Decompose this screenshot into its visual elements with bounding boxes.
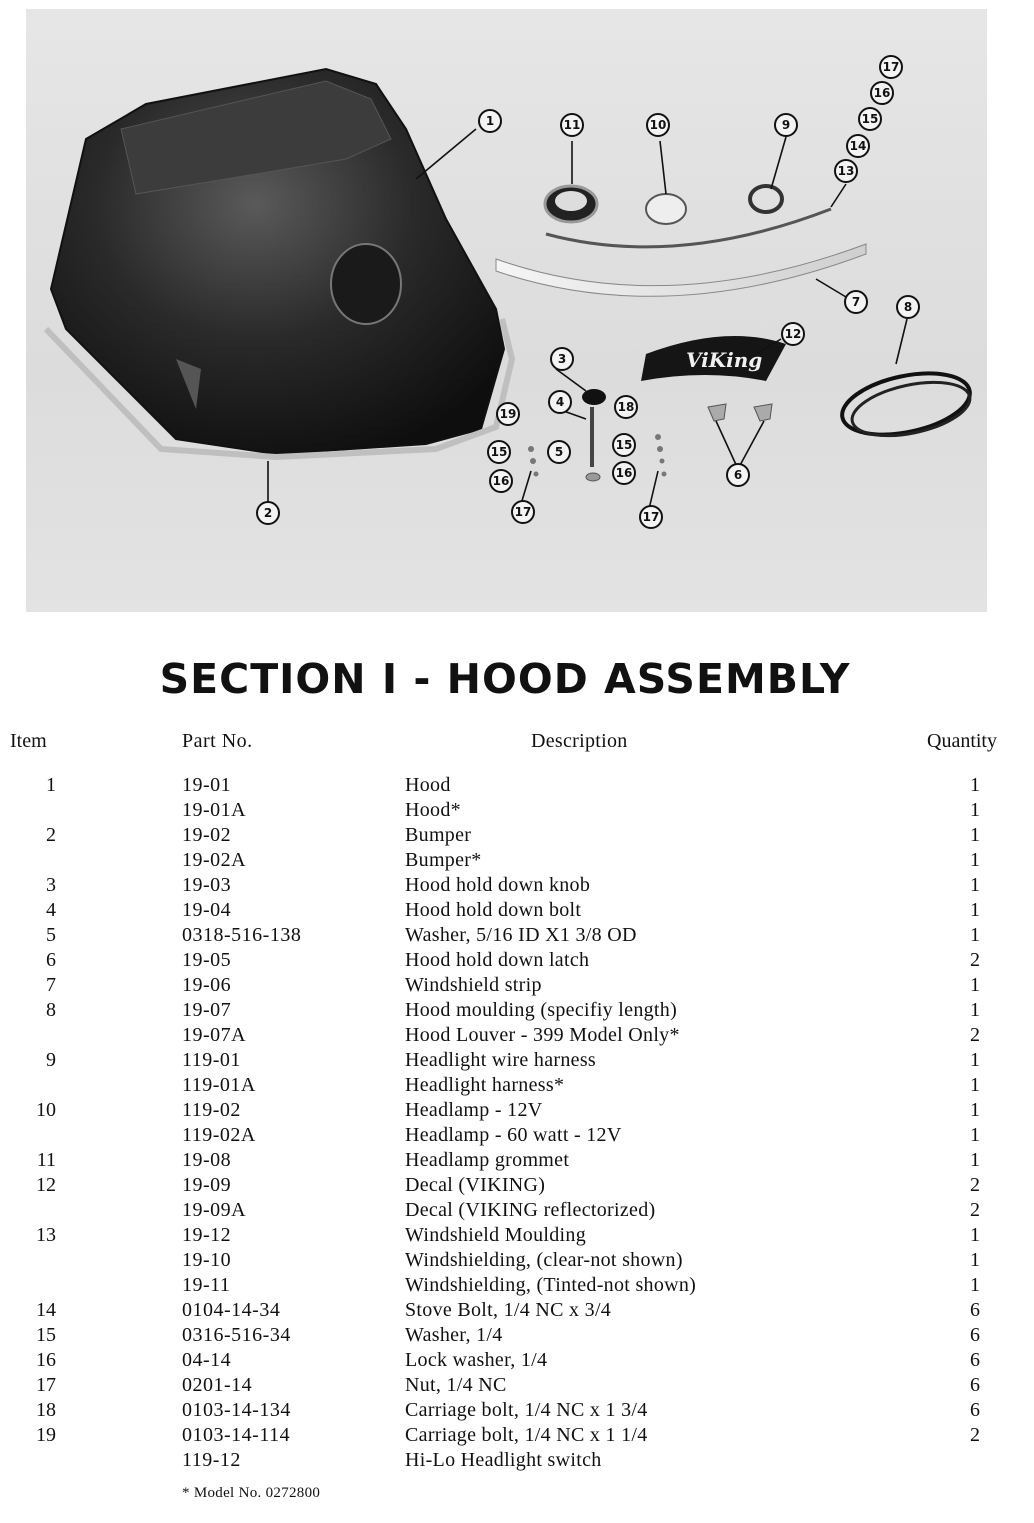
- callout-16-left: [490, 470, 512, 492]
- row-part-no: 0316-516-34: [182, 1324, 291, 1346]
- table-row: [0, 898, 1034, 923]
- table-body: [0, 773, 1034, 1473]
- bolt-part: [590, 407, 594, 467]
- row-description: Headlamp - 12V: [405, 1099, 543, 1121]
- row-description: Headlamp grommet: [405, 1149, 570, 1171]
- table-row: [0, 948, 1034, 973]
- row-quantity: 2: [970, 1199, 980, 1221]
- headlamp-part: [646, 194, 686, 224]
- row-part-no: 19-09A: [182, 1199, 247, 1221]
- row-description: Hood*: [405, 799, 461, 821]
- svg-text:4: 4: [555, 395, 565, 409]
- row-quantity: 1: [970, 1224, 980, 1246]
- svg-text:14: 14: [849, 139, 867, 153]
- table-row: [0, 973, 1034, 998]
- row-part-no: 119-01A: [182, 1074, 256, 1096]
- row-part-no: 19-07A: [182, 1024, 247, 1046]
- row-part-no: 19-08: [182, 1149, 232, 1171]
- row-description: Windshielding, (clear-not shown): [405, 1249, 683, 1271]
- parts-table: [0, 728, 1034, 1473]
- svg-text:15: 15: [490, 445, 508, 459]
- svg-text:10: 10: [649, 118, 667, 132]
- callout-2: [257, 502, 279, 524]
- row-description: Windshield strip: [405, 974, 542, 996]
- row-quantity: 1: [970, 774, 980, 796]
- row-item: 5: [46, 924, 56, 946]
- row-quantity: 6: [970, 1374, 980, 1396]
- table-header: [0, 728, 1034, 773]
- row-description: Windshielding, (Tinted-not shown): [405, 1274, 697, 1296]
- row-quantity: 2: [970, 949, 980, 971]
- callout-13: [835, 160, 857, 182]
- callout-14: [847, 135, 869, 157]
- row-quantity: 1: [970, 874, 980, 896]
- row-part-no: 119-02A: [182, 1124, 256, 1146]
- exploded-view-photo: [26, 9, 987, 612]
- svg-text:5: 5: [554, 445, 564, 459]
- table-row: [0, 1398, 1034, 1423]
- row-quantity: 1: [970, 1074, 980, 1096]
- svg-text:16: 16: [615, 466, 633, 480]
- svg-text:8: 8: [903, 300, 913, 314]
- row-quantity: 1: [970, 849, 980, 871]
- row-description: Hood hold down latch: [405, 949, 590, 971]
- latch-part-right: [754, 404, 772, 421]
- table-row: [0, 823, 1034, 848]
- callout-4: [549, 391, 571, 413]
- latch-part-left: [708, 404, 726, 421]
- row-item: 15: [36, 1324, 56, 1346]
- row-part-no: 19-01A: [182, 799, 247, 821]
- row-item: 11: [36, 1149, 56, 1171]
- table-row: [0, 1448, 1034, 1473]
- row-part-no: 119-01: [182, 1049, 241, 1071]
- row-quantity: 6: [970, 1324, 980, 1346]
- table-row: [0, 1048, 1034, 1073]
- harness-part: [750, 186, 782, 212]
- row-quantity: 2: [970, 1424, 980, 1446]
- exploded-view-drawing: [26, 9, 987, 612]
- table-row: [0, 848, 1034, 873]
- hood-moulding-coil: [837, 363, 976, 445]
- row-quantity: 1: [970, 1049, 980, 1071]
- row-part-no: 19-09: [182, 1174, 232, 1196]
- row-part-no: 04-14: [182, 1349, 232, 1371]
- row-description: Washer, 1/4: [405, 1324, 503, 1346]
- row-part-no: 19-06: [182, 974, 232, 996]
- row-part-no: 19-02: [182, 824, 232, 846]
- callout-11: [561, 114, 583, 136]
- table-row: [0, 773, 1034, 798]
- section-title: SECTION I - HOOD ASSEMBLY: [159, 655, 851, 703]
- row-quantity: 6: [970, 1399, 980, 1421]
- row-item: 8: [46, 999, 56, 1021]
- row-item: 6: [46, 949, 56, 971]
- row-quantity: 1: [970, 1099, 980, 1121]
- table-row: [0, 1173, 1034, 1198]
- table-row: [0, 1273, 1034, 1298]
- callout-8: [897, 296, 919, 318]
- row-description: Bumper*: [405, 849, 482, 871]
- header-part-no: Part No.: [182, 730, 253, 752]
- row-description: Hi-Lo Headlight switch: [405, 1449, 602, 1471]
- svg-text:2: 2: [263, 506, 273, 520]
- row-part-no: 19-04: [182, 899, 232, 921]
- callout-18: [615, 396, 637, 418]
- callout-15: [859, 108, 881, 130]
- row-part-no: 119-12: [182, 1449, 241, 1471]
- callout-6: [727, 464, 749, 486]
- svg-text:1: 1: [485, 114, 495, 128]
- row-item: 18: [36, 1399, 56, 1421]
- row-description: Hood hold down bolt: [405, 899, 582, 921]
- svg-text:13: 13: [837, 164, 855, 178]
- table-row: [0, 798, 1034, 823]
- svg-text:16: 16: [492, 474, 510, 488]
- row-quantity: 2: [970, 1024, 980, 1046]
- row-description: Carriage bolt, 1/4 NC x 1 1/4: [405, 1424, 648, 1446]
- row-part-no: 19-12: [182, 1224, 232, 1246]
- row-quantity: 1: [970, 1249, 980, 1271]
- row-description: Headlight wire harness: [405, 1049, 596, 1071]
- table-row: [0, 1098, 1034, 1123]
- table-row: [0, 923, 1034, 948]
- row-quantity: 1: [970, 799, 980, 821]
- row-description: Hood hold down knob: [405, 874, 591, 896]
- svg-text:16: 16: [873, 86, 891, 100]
- row-description: Lock washer, 1/4: [405, 1349, 548, 1371]
- callout-16-right: [613, 462, 635, 484]
- row-quantity: 1: [970, 999, 980, 1021]
- callout-12: [782, 323, 804, 345]
- row-item: 19: [36, 1424, 56, 1446]
- row-quantity: 1: [970, 899, 980, 921]
- row-description: Hood Louver - 399 Model Only*: [405, 1024, 680, 1046]
- row-item: 17: [36, 1374, 56, 1396]
- table-row: [0, 1298, 1034, 1323]
- table-row: [0, 1123, 1034, 1148]
- row-quantity: 1: [970, 1124, 980, 1146]
- row-item: 12: [36, 1174, 56, 1196]
- row-part-no: 19-11: [182, 1274, 231, 1296]
- row-part-no: 0103-14-134: [182, 1399, 291, 1421]
- svg-text:15: 15: [861, 112, 879, 126]
- row-part-no: 19-05: [182, 949, 232, 971]
- svg-text:19: 19: [499, 407, 517, 421]
- table-row: [0, 1423, 1034, 1448]
- row-quantity: 6: [970, 1349, 980, 1371]
- row-description: Nut, 1/4 NC: [405, 1374, 507, 1396]
- row-item: 16: [36, 1349, 56, 1371]
- row-quantity: 1: [970, 974, 980, 996]
- decal-text: ViKing: [686, 348, 763, 372]
- table-row: [0, 1148, 1034, 1173]
- svg-text:12: 12: [784, 327, 802, 341]
- header-quantity: Quantity: [927, 730, 997, 752]
- row-item: 2: [46, 824, 56, 846]
- row-part-no: 0201-14: [182, 1374, 253, 1396]
- table-row: [0, 1323, 1034, 1348]
- hood-part: [51, 69, 504, 454]
- callout-7: [845, 291, 867, 313]
- svg-text:17: 17: [514, 505, 532, 519]
- washer-part: [586, 473, 600, 481]
- table-row: [0, 1223, 1034, 1248]
- row-item: 9: [46, 1049, 56, 1071]
- callout-16: [871, 82, 893, 104]
- callout-17-right: [640, 506, 662, 528]
- svg-text:11: 11: [563, 118, 581, 132]
- row-part-no: 19-02A: [182, 849, 247, 871]
- viking-decal: [641, 336, 786, 381]
- row-description: Decal (VIKING reflectorized): [405, 1199, 656, 1221]
- callout-15-left: [488, 441, 510, 463]
- callout-3: [551, 348, 573, 370]
- row-part-no: 19-01: [182, 774, 232, 796]
- table-row: [0, 1073, 1034, 1098]
- svg-text:18: 18: [617, 400, 635, 414]
- svg-text:7: 7: [851, 295, 861, 309]
- row-item: 13: [36, 1224, 56, 1246]
- header-description: Description: [531, 730, 628, 752]
- row-part-no: 0318-516-138: [182, 924, 302, 946]
- row-quantity: 1: [970, 824, 980, 846]
- row-description: Carriage bolt, 1/4 NC x 1 3/4: [405, 1399, 648, 1421]
- footnote: * Model No. 0272800: [182, 1485, 321, 1501]
- row-item: 4: [46, 899, 56, 921]
- callout-17-left: [512, 501, 534, 523]
- row-description: Decal (VIKING): [405, 1174, 546, 1196]
- callout-10: [647, 114, 669, 136]
- row-quantity: 1: [970, 924, 980, 946]
- row-quantity: 2: [970, 1174, 980, 1196]
- row-description: Headlight harness*: [405, 1074, 565, 1096]
- row-part-no: 0103-14-114: [182, 1424, 291, 1446]
- row-description: Windshield Moulding: [405, 1224, 587, 1246]
- callout-15-right: [613, 434, 635, 456]
- row-item: 1: [46, 774, 56, 796]
- row-description: Headlamp - 60 watt - 12V: [405, 1124, 622, 1146]
- table-row: [0, 998, 1034, 1023]
- row-item: 14: [36, 1299, 56, 1321]
- row-part-no: 19-03: [182, 874, 232, 896]
- callout-17: [880, 56, 902, 78]
- row-part-no: 0104-14-34: [182, 1299, 281, 1321]
- table-row: [0, 1373, 1034, 1398]
- row-quantity: 6: [970, 1299, 980, 1321]
- table-row: [0, 873, 1034, 898]
- windshield-strip-part: [496, 244, 866, 296]
- table-row: [0, 1248, 1034, 1273]
- table-row: [0, 1023, 1034, 1048]
- row-item: 3: [46, 874, 56, 896]
- row-description: Stove Bolt, 1/4 NC x 3/4: [405, 1299, 612, 1321]
- table-row: [0, 1198, 1034, 1223]
- row-quantity: 1: [970, 1149, 980, 1171]
- svg-text:6: 6: [733, 468, 743, 482]
- table-row: [0, 1348, 1034, 1373]
- svg-text:17: 17: [642, 510, 660, 524]
- row-quantity: 1: [970, 1274, 980, 1296]
- callout-9: [775, 114, 797, 136]
- row-item: 7: [46, 974, 56, 996]
- callout-5: [548, 441, 570, 463]
- row-part-no: 19-10: [182, 1249, 232, 1271]
- row-description: Washer, 5/16 ID X1 3/8 OD: [405, 924, 637, 946]
- header-item: Item: [10, 730, 47, 752]
- svg-text:9: 9: [781, 118, 791, 132]
- row-part-no: 119-02: [182, 1099, 241, 1121]
- row-description: Hood: [405, 774, 451, 796]
- row-description: Bumper: [405, 824, 472, 846]
- row-part-no: 19-07: [182, 999, 232, 1021]
- svg-text:17: 17: [882, 60, 900, 74]
- svg-text:15: 15: [615, 438, 633, 452]
- svg-text:3: 3: [557, 352, 567, 366]
- callout-19: [497, 403, 519, 425]
- callout-1: [479, 110, 501, 132]
- row-description: Hood moulding (specifiy length): [405, 999, 678, 1021]
- row-item: 10: [36, 1099, 56, 1121]
